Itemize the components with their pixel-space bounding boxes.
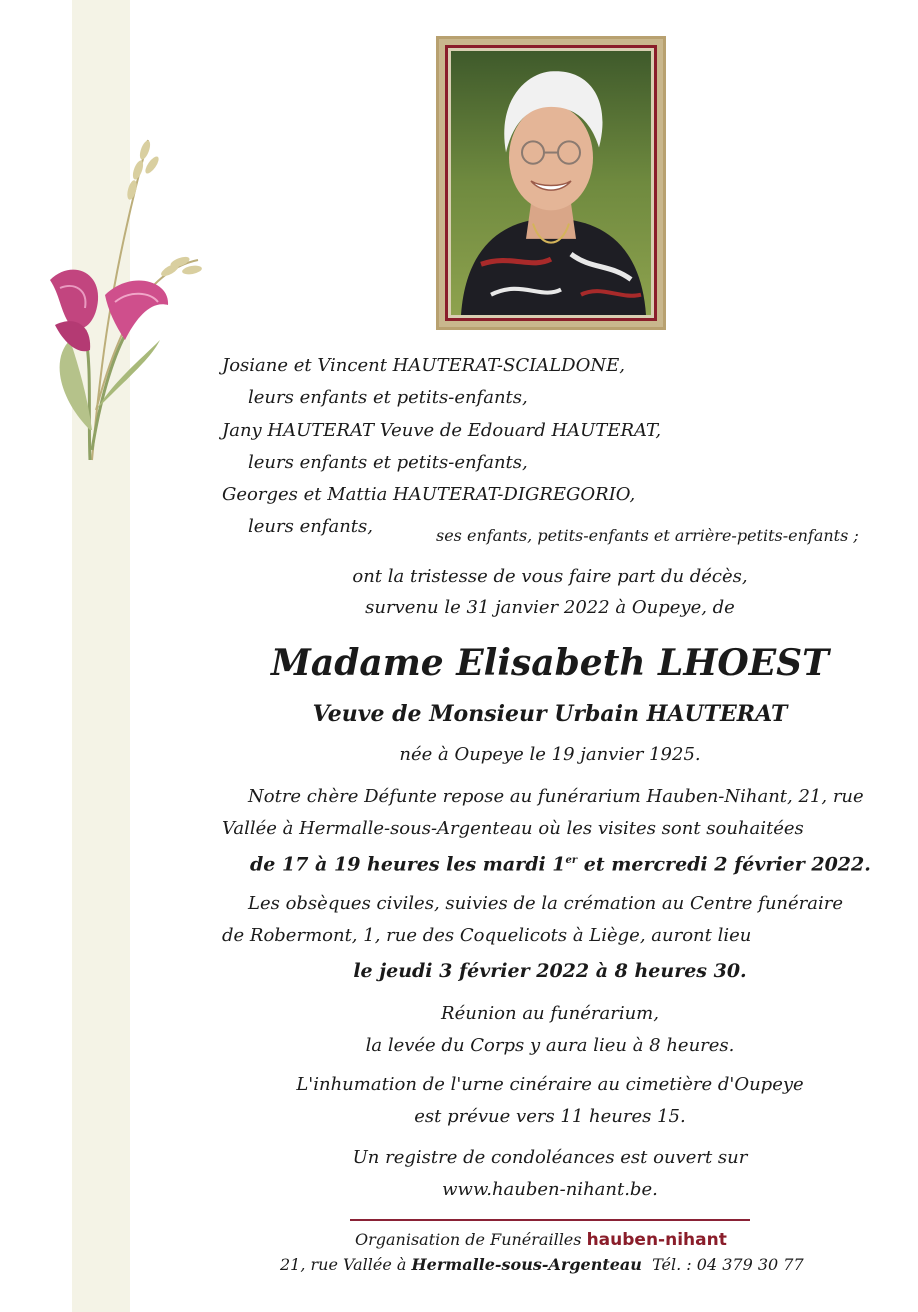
inhumation-line-1: L'inhumation de l'urne cinéraire au cimetière d'Oupeye <box>296 1074 804 1095</box>
obseques-date: le jeudi 3 février 2022 à 8 heures 30. <box>353 960 747 982</box>
portrait-photo <box>451 51 651 315</box>
footer-address-a: 21, rue Vallée à <box>280 1255 412 1274</box>
announcement-line-1: ont la tristesse de vous faire part du décès, <box>352 566 748 587</box>
family-line-4: leurs enfants et petits-enfants, <box>248 452 528 473</box>
visiting-hours-b: et mercredi 2 février 2022. <box>577 853 871 876</box>
obseques-line-2: de Robermont, 1, rue des Coquelicots à Liège, auront lieu <box>222 925 752 946</box>
visiting-hours-sup: er <box>565 855 578 866</box>
registre-line-1: Un registre de condoléances est ouvert sur <box>352 1147 748 1168</box>
family-line-5: Georges et Mattia HAUTERAT-DIGREGORIO, <box>222 484 636 505</box>
footer-phone: Tél. : 04 379 30 77 <box>641 1255 804 1274</box>
deceased-name: Madame Elisabeth LHOEST <box>271 642 829 684</box>
repose-line-1: Notre chère Défunte repose au funérarium Hauben-Nihant, 21, rue <box>248 786 864 807</box>
widow-of: Veuve de Monsieur Urbain HAUTERAT <box>312 701 788 727</box>
footer-organisation <box>355 1229 727 1251</box>
reunion-line-2: la levée du Corps y aura lieu à 8 heures. <box>365 1035 735 1056</box>
portrait-frame <box>436 36 666 330</box>
footer-divider <box>350 1219 750 1221</box>
brand-logo: hauben-nihant <box>586 1230 727 1250</box>
family-line-7: ses enfants, petits-enfants et arrière-petits-enfants ; <box>436 526 859 545</box>
footer-address-b: Hermalle-sous-Argenteau <box>411 1255 642 1274</box>
reunion-line-1: Réunion au funérarium, <box>441 1003 659 1024</box>
family-line-1: Josiane et Vincent HAUTERAT-SCIALDONE, <box>222 355 625 376</box>
family-line-3: Jany HAUTERAT Veuve de Edouard HAUTERAT, <box>222 420 662 441</box>
registre-url[interactable]: www.hauben-nihant.be. <box>442 1179 658 1200</box>
visiting-hours-a: de 17 à 19 heures les mardi 1 <box>250 853 566 876</box>
birth-info: née à Oupeye le 19 janvier 1925. <box>399 744 701 765</box>
family-line-6: leurs enfants, <box>248 516 373 537</box>
footer-address <box>280 1254 804 1276</box>
calla-lily-flower-icon <box>30 110 220 470</box>
announcement-line-2: survenu le 31 janvier 2022 à Oupeye, de <box>365 597 735 618</box>
family-line-2: leurs enfants et petits-enfants, <box>248 387 528 408</box>
obseques-line-1: Les obsèques civiles, suivies de la crémation au Centre funéraire <box>248 893 844 914</box>
inhumation-line-2: est prévue vers 11 heures 15. <box>414 1106 686 1127</box>
footer-org-label: Organisation de Funérailles <box>355 1230 587 1249</box>
repose-line-2: Vallée à Hermalle-sous-Argenteau où les visites sont souhaitées <box>222 818 804 839</box>
visiting-hours <box>250 850 871 876</box>
